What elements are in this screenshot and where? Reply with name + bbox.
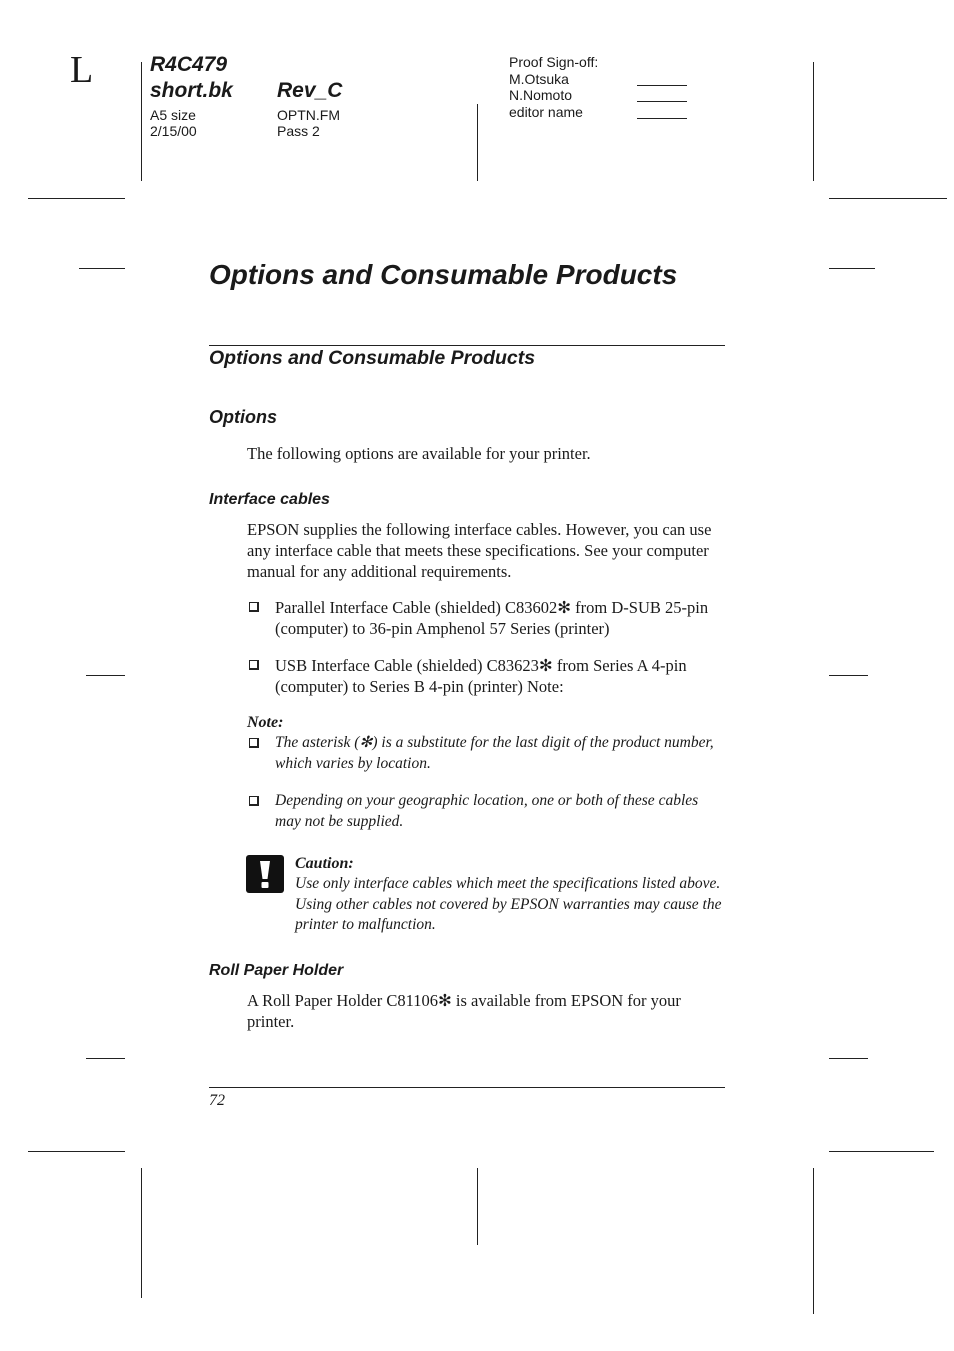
roll-heading: Roll Paper Holder — [209, 962, 344, 979]
section-title: Options and Consumable Products — [209, 347, 536, 369]
footer-rule — [209, 1087, 725, 1088]
note-label: Note: — [247, 714, 284, 731]
caution-text: Use only interface cables which meet the specifications listed above. Using other cables not covered by EPSON warranties may cause the printer to malfunction. — [295, 875, 722, 933]
proof-name: editor name — [509, 104, 583, 120]
crop-mark — [79, 268, 125, 269]
crop-mark — [829, 198, 947, 199]
options-heading: Options — [209, 407, 277, 427]
revision: Rev_C — [277, 79, 343, 102]
bullet-box — [249, 660, 259, 670]
chapter-title: Options and Consumable Products — [209, 259, 678, 290]
crop-mark — [86, 675, 125, 676]
interface-heading: Interface cables — [209, 491, 330, 508]
caution-label: Caution: — [295, 855, 354, 872]
crop-mark — [829, 1151, 934, 1152]
list-item: Parallel Interface Cable (shielded) C83602✻ from D-SUB 25-pin (computer) to 36-pin Amphenol 57 Series (printer) — [275, 598, 709, 638]
bullet-box — [249, 602, 259, 612]
signature-line — [637, 85, 687, 86]
interface-paragraph: EPSON supplies the following interface cables. However, you can use any interface cable that meets these specifications. See your computer manual for any additional requirements. — [247, 520, 712, 581]
crop-mark — [86, 1058, 125, 1059]
bullet-box — [249, 738, 259, 748]
page-number: 72 — [209, 1092, 225, 1109]
proof-name: M.Otsuka — [509, 71, 569, 87]
corner-mark: L — [70, 49, 94, 91]
crop-mark — [477, 104, 478, 181]
crop-mark — [28, 1151, 125, 1152]
caution-icon — [246, 855, 284, 893]
bullet-box — [249, 796, 259, 806]
options-intro: The following options are available for your printer. — [247, 444, 591, 463]
pass-number: Pass 2 — [277, 123, 320, 139]
file-name: OPTN.FM — [277, 107, 340, 123]
doc-date: 2/15/00 — [150, 123, 197, 139]
crop-mark — [477, 1168, 478, 1245]
book-name: short.bk — [150, 79, 233, 102]
proof-title: Proof Sign-off: — [509, 54, 599, 70]
proof-name: N.Nomoto — [509, 87, 573, 103]
crop-mark — [813, 62, 814, 181]
roll-paragraph: A Roll Paper Holder C81106✻ is available from EPSON for your printer. — [247, 991, 681, 1031]
paper-size: A5 size — [150, 107, 196, 123]
crop-mark — [28, 198, 125, 199]
crop-mark — [813, 1168, 814, 1314]
signature-line — [637, 118, 687, 119]
list-item: USB Interface Cable (shielded) C83623✻ from Series A 4-pin (computer) to Series B 4-pin (printer) Note: — [275, 656, 687, 696]
doc-id: R4C479 — [150, 53, 228, 76]
crop-mark — [829, 268, 875, 269]
note-item: The asterisk (✻) is a substitute for the last digit of the product number, which varies by location. — [275, 734, 714, 772]
crop-mark — [141, 1168, 142, 1298]
note-item: Depending on your geographic location, one or both of these cables may not be supplied. — [275, 792, 699, 830]
crop-mark — [141, 62, 142, 181]
signature-line — [637, 101, 687, 102]
crop-mark — [829, 1058, 868, 1059]
crop-mark — [829, 675, 868, 676]
